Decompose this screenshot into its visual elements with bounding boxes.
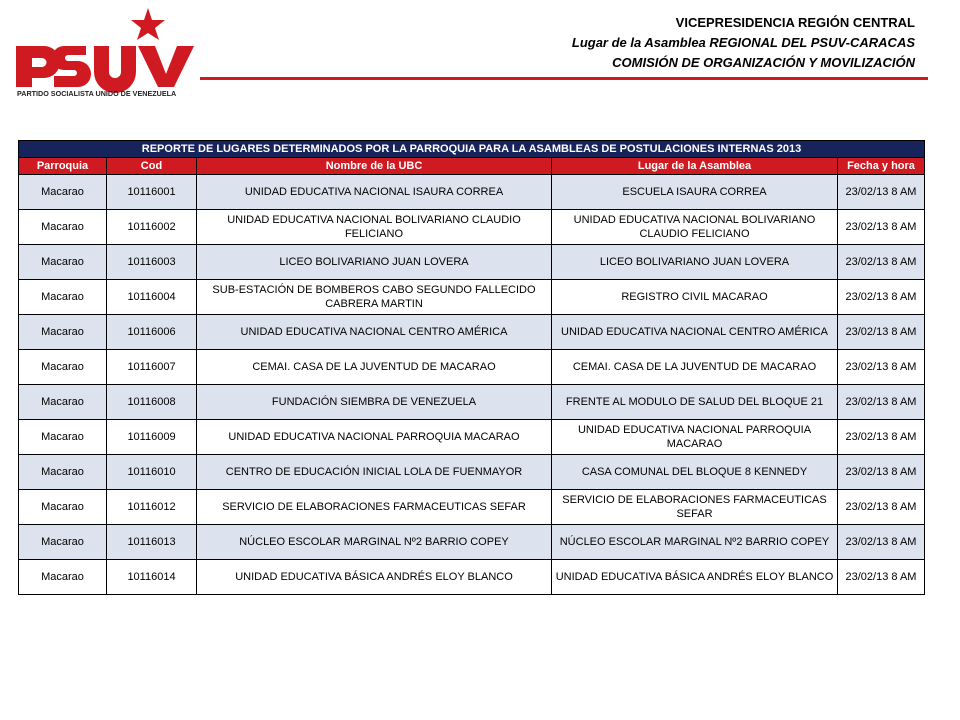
cell-cod: 10116003 [107, 245, 197, 280]
table-row [19, 210, 925, 245]
cell-parroquia: Macarao [19, 420, 107, 455]
cell-lugar-asamblea: UNIDAD EDUCATIVA NACIONAL CENTRO AMÉRICA [552, 315, 838, 350]
cell-cod: 10116012 [107, 490, 197, 525]
cell-nombre-ubc: CENTRO DE EDUCACIÓN INICIAL LOLA DE FUENMAYOR [197, 455, 552, 490]
cell-parroquia: Macarao [19, 490, 107, 525]
cell-fecha-hora: 23/02/13 8 AM [838, 420, 925, 455]
cell-nombre-ubc: LICEO BOLIVARIANO JUAN LOVERA [197, 245, 552, 280]
cell-nombre-ubc: NÚCLEO ESCOLAR MARGINAL Nº2 BARRIO COPEY [197, 525, 552, 560]
cell-nombre-ubc: SUB-ESTACIÓN DE BOMBEROS CABO SEGUNDO FALLECIDO CABRERA MARTIN [197, 280, 552, 315]
cell-fecha-hora: 23/02/13 8 AM [838, 560, 925, 595]
cell-cod: 10116008 [107, 385, 197, 420]
table-row [19, 455, 925, 490]
cell-lugar-asamblea: CEMAI. CASA DE LA JUVENTUD DE MACARAO [552, 350, 838, 385]
psuv-logo [14, 4, 200, 98]
cell-fecha-hora: 23/02/13 8 AM [838, 385, 925, 420]
cell-fecha-hora: 23/02/13 8 AM [838, 280, 925, 315]
column-header-lugar-asamblea: Lugar de la Asamblea [552, 158, 838, 175]
column-header-fecha-hora: Fecha y hora [838, 158, 925, 175]
header-line-comision: COMISIÓN DE ORGANIZACIÓN Y MOVILIZACIÓN [612, 55, 915, 70]
cell-parroquia: Macarao [19, 525, 107, 560]
cell-lugar-asamblea: CASA COMUNAL DEL BLOQUE 8 KENNEDY [552, 455, 838, 490]
cell-parroquia: Macarao [19, 350, 107, 385]
column-header-parroquia: Parroquia [19, 158, 107, 175]
cell-lugar-asamblea: NÚCLEO ESCOLAR MARGINAL Nº2 BARRIO COPEY [552, 525, 838, 560]
table-row [19, 560, 925, 595]
header-line-lugar: Lugar de la Asamblea REGIONAL DEL PSUV-CARACAS [571, 35, 915, 50]
header-line-vicepresidencia: VICEPRESIDENCIA REGIÓN CENTRAL [675, 15, 915, 30]
cell-cod: 10116010 [107, 455, 197, 490]
cell-fecha-hora: 23/02/13 8 AM [838, 175, 925, 210]
cell-fecha-hora: 23/02/13 8 AM [838, 525, 925, 560]
cell-lugar-asamblea: LICEO BOLIVARIANO JUAN LOVERA [552, 245, 838, 280]
table-row [19, 245, 925, 280]
cell-lugar-asamblea: SERVICIO DE ELABORACIONES FARMACEUTICAS SEFAR [552, 490, 838, 525]
table-title: REPORTE DE LUGARES DETERMINADOS POR LA PARROQUIA PARA LA ASAMBLEAS DE POSTULACIONES INTERNAS 2013 [19, 141, 925, 158]
cell-parroquia: Macarao [19, 315, 107, 350]
cell-parroquia: Macarao [19, 455, 107, 490]
report-table [18, 140, 925, 595]
cell-nombre-ubc: UNIDAD EDUCATIVA NACIONAL BOLIVARIANO CLAUDIO FELICIANO [197, 210, 552, 245]
table-row [19, 280, 925, 315]
cell-lugar-asamblea: ESCUELA ISAURA CORREA [552, 175, 838, 210]
cell-fecha-hora: 23/02/13 8 AM [838, 245, 925, 280]
cell-fecha-hora: 23/02/13 8 AM [838, 210, 925, 245]
cell-nombre-ubc: FUNDACIÓN SIEMBRA DE VENEZUELA [197, 385, 552, 420]
cell-cod: 10116007 [107, 350, 197, 385]
cell-cod: 10116004 [107, 280, 197, 315]
cell-parroquia: Macarao [19, 210, 107, 245]
cell-fecha-hora: 23/02/13 8 AM [838, 350, 925, 385]
table-row [19, 490, 925, 525]
cell-parroquia: Macarao [19, 560, 107, 595]
cell-cod: 10116014 [107, 560, 197, 595]
cell-cod: 10116013 [107, 525, 197, 560]
table-row [19, 420, 925, 455]
cell-nombre-ubc: SERVICIO DE ELABORACIONES FARMACEUTICAS SEFAR [197, 490, 552, 525]
cell-parroquia: Macarao [19, 385, 107, 420]
table-header-row [19, 158, 925, 175]
header-divider [200, 77, 928, 80]
table-row [19, 525, 925, 560]
star-icon [131, 8, 165, 40]
cell-parroquia: Macarao [19, 280, 107, 315]
table-row [19, 350, 925, 385]
cell-nombre-ubc: UNIDAD EDUCATIVA NACIONAL CENTRO AMÉRICA [197, 315, 552, 350]
cell-cod: 10116006 [107, 315, 197, 350]
cell-lugar-asamblea: FRENTE AL MODULO DE SALUD DEL BLOQUE 21 [552, 385, 838, 420]
svg-text:PARTIDO SOCIALISTA UNIDO DE VE: PARTIDO SOCIALISTA UNIDO DE VENEZUELA [17, 89, 177, 98]
cell-cod: 10116002 [107, 210, 197, 245]
cell-parroquia: Macarao [19, 245, 107, 280]
cell-fecha-hora: 23/02/13 8 AM [838, 455, 925, 490]
table-row [19, 385, 925, 420]
table-title-row [19, 141, 925, 158]
table-row [19, 315, 925, 350]
column-header-cod: Cod [107, 158, 197, 175]
cell-parroquia: Macarao [19, 175, 107, 210]
header-block [572, 13, 915, 73]
cell-fecha-hora: 23/02/13 8 AM [838, 315, 925, 350]
cell-lugar-asamblea: REGISTRO CIVIL MACARAO [552, 280, 838, 315]
cell-nombre-ubc: CEMAI. CASA DE LA JUVENTUD DE MACARAO [197, 350, 552, 385]
cell-nombre-ubc: UNIDAD EDUCATIVA NACIONAL ISAURA CORREA [197, 175, 552, 210]
cell-nombre-ubc: UNIDAD EDUCATIVA BÁSICA ANDRÉS ELOY BLANCO [197, 560, 552, 595]
cell-lugar-asamblea: UNIDAD EDUCATIVA BÁSICA ANDRÉS ELOY BLANCO [552, 560, 838, 595]
cell-nombre-ubc: UNIDAD EDUCATIVA NACIONAL PARROQUIA MACARAO [197, 420, 552, 455]
cell-cod: 10116001 [107, 175, 197, 210]
table-row [19, 175, 925, 210]
column-header-nombre-ubc: Nombre de la UBC [197, 158, 552, 175]
cell-lugar-asamblea: UNIDAD EDUCATIVA NACIONAL BOLIVARIANO CLAUDIO FELICIANO [552, 210, 838, 245]
cell-lugar-asamblea: UNIDAD EDUCATIVA NACIONAL PARROQUIA MACARAO [552, 420, 838, 455]
cell-fecha-hora: 23/02/13 8 AM [838, 490, 925, 525]
cell-cod: 10116009 [107, 420, 197, 455]
